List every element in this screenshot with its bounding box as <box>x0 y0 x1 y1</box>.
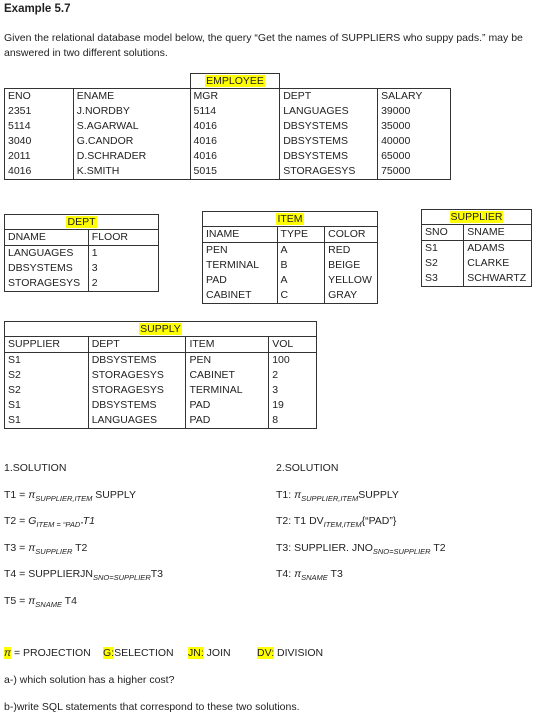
text-fragment: T2 <box>72 542 88 554</box>
text-fragment: JN: <box>188 647 204 659</box>
text-fragment: T4 <box>61 595 77 607</box>
table-cell: 40000 <box>378 134 451 149</box>
solution1-step-t3 <box>4 541 87 559</box>
table-cell: 5114 <box>190 104 280 119</box>
header-cell: ENO <box>5 89 74 105</box>
table-cell: 4016 <box>190 149 280 164</box>
text-fragment: T1 = <box>4 489 29 501</box>
table-cell: PAD <box>186 398 269 413</box>
legend-projection <box>4 647 91 659</box>
table-row <box>5 353 317 369</box>
text-fragment: T3 <box>327 568 343 580</box>
table-cell: LANGUAGES <box>88 413 186 429</box>
table-cell: DBSYSTEMS <box>88 353 186 369</box>
table-cell: 39000 <box>378 104 451 119</box>
table-row <box>5 413 317 429</box>
table-cell: BEIGE <box>325 258 378 273</box>
table-cell: S2 <box>5 383 89 398</box>
table-cell: DEPT <box>88 337 186 353</box>
text-fragment: ITEM,ITEM <box>323 520 362 529</box>
dept-caption <box>4 214 159 229</box>
table-cell: VOL <box>269 337 317 353</box>
employee-header-row <box>5 89 451 105</box>
text-fragment: SUPPLY <box>92 489 136 501</box>
text-fragment: π <box>294 489 302 501</box>
table-cell: STORAGESYS <box>88 368 186 383</box>
table-cell: 4016 <box>190 134 280 149</box>
dept-table <box>4 229 159 292</box>
table-row <box>5 383 317 398</box>
table-cell: B <box>277 258 325 273</box>
table-cell: S1 <box>5 398 89 413</box>
table-cell: DBSYSTEMS <box>5 261 89 276</box>
text-fragment: T4 = SUPPLIERJN <box>4 568 93 580</box>
table-row <box>422 271 532 287</box>
text-fragment: ITEM <box>36 520 55 529</box>
table-cell: PEN <box>186 353 269 369</box>
table-cell: PAD <box>203 273 278 288</box>
text-fragment: SNO=SUPPLIER <box>93 573 151 582</box>
table-cell: 4016 <box>5 164 74 180</box>
table-cell: J.NORDBY <box>73 104 190 119</box>
solution2-heading: 2.SOLUTION <box>276 462 339 474</box>
table-cell: INAME <box>203 227 278 243</box>
text-fragment: SNAME <box>301 573 328 582</box>
question-b: b-)write SQL statements that correspond to these two solutions. <box>4 701 300 713</box>
text-fragment: G: <box>103 647 115 659</box>
table-row <box>203 243 378 259</box>
solution1-step-t4 <box>4 567 163 585</box>
table-cell: COLOR <box>325 227 378 243</box>
table-cell: LANGUAGES <box>5 246 89 262</box>
solution1-step-t2 <box>4 514 95 532</box>
table-cell: 2 <box>269 368 317 383</box>
supplier-header-row <box>422 225 532 241</box>
example-title: Example 5.7 <box>4 3 71 15</box>
table-cell: STORAGESYS <box>5 276 89 292</box>
table-row <box>5 261 159 276</box>
table-cell: DBSYSTEMS <box>280 134 378 149</box>
table-cell: S1 <box>5 353 89 369</box>
table-row <box>5 119 451 134</box>
text-fragment: T1 <box>82 515 96 527</box>
text-fragment: π <box>294 568 302 580</box>
table-cell: TERMINAL <box>186 383 269 398</box>
supplier-table <box>421 224 532 287</box>
table-cell: DBSYSTEMS <box>280 149 378 164</box>
text-fragment: π <box>28 489 36 501</box>
table-cell: C <box>277 288 325 304</box>
text-fragment: JOIN <box>203 647 231 659</box>
question-a: a-) which solution has a higher cost? <box>4 674 175 686</box>
table-cell: PAD <box>186 413 269 429</box>
table-cell: DBSYSTEMS <box>280 119 378 134</box>
table-cell: GRAY <box>325 288 378 304</box>
table-cell: DNAME <box>5 230 89 246</box>
text-fragment: T5 = <box>4 595 29 607</box>
table-cell: YELLOW <box>325 273 378 288</box>
text-fragment: π <box>28 595 36 607</box>
table-cell: S3 <box>422 271 464 287</box>
item-caption <box>202 211 378 226</box>
table-row <box>422 256 532 271</box>
solution2-step-t3 <box>276 541 446 559</box>
table-row <box>203 273 378 288</box>
table-cell: 5114 <box>5 119 74 134</box>
table-cell: PEN <box>203 243 278 259</box>
table-cell: S1 <box>422 241 464 257</box>
supply-header-row <box>5 337 317 353</box>
table-cell: 3040 <box>5 134 74 149</box>
employee-caption <box>190 73 280 88</box>
table-cell: A <box>277 243 325 259</box>
text-fragment: = PROJECTION <box>13 647 91 659</box>
table-cell: 65000 <box>378 149 451 164</box>
table-row <box>5 398 317 413</box>
text-fragment: DEPT <box>67 216 96 228</box>
employee-table <box>4 88 451 180</box>
supply-table <box>4 336 317 429</box>
table-cell: K.SMITH <box>73 164 190 180</box>
solution2-step-t4 <box>276 567 343 585</box>
legend-division <box>257 647 323 659</box>
table-cell: 2011 <box>5 149 74 164</box>
table-cell: 75000 <box>378 164 451 180</box>
header-cell: MGR <box>190 89 280 105</box>
table-cell: TYPE <box>277 227 325 243</box>
text-fragment: DIVISION <box>274 647 324 659</box>
intro-paragraph: Given the relational database model below, the query “Get the names of SUPPLIERS who suppy pads.” may be answered in two different solutions. <box>4 32 523 59</box>
table-row <box>422 241 532 257</box>
table-cell: TERMINAL <box>203 258 278 273</box>
table-row <box>5 104 451 119</box>
supply-caption <box>4 321 317 336</box>
text-fragment: DV: <box>257 647 275 659</box>
table-cell: SNAME <box>464 225 532 241</box>
solution1-step-t5 <box>4 594 77 612</box>
table-cell: CABINET <box>186 368 269 383</box>
table-row <box>203 258 378 273</box>
table-cell: 35000 <box>378 119 451 134</box>
table-cell: G.CANDOR <box>73 134 190 149</box>
text-fragment: SNO=SUPPLIER <box>372 547 431 556</box>
text-fragment: SUPPLY <box>140 323 181 335</box>
table-row <box>5 276 159 292</box>
header-cell: ENAME <box>73 89 190 105</box>
table-cell: 1 <box>88 246 158 262</box>
legend-selection <box>103 647 174 659</box>
text-fragment: T2 <box>430 542 446 554</box>
table-row <box>5 134 451 149</box>
solution2-step-t2 <box>276 514 396 532</box>
table-cell: ITEM <box>186 337 269 353</box>
table-cell: STORAGESYS <box>280 164 378 180</box>
table-row <box>5 149 451 164</box>
table-cell: LANGUAGES <box>280 104 378 119</box>
table-cell: ADAMS <box>464 241 532 257</box>
table-cell: 3 <box>269 383 317 398</box>
table-cell: 100 <box>269 353 317 369</box>
text-fragment: ITEM <box>277 213 303 225</box>
table-cell: 2 <box>88 276 158 292</box>
solution2-step-t1 <box>276 488 399 506</box>
table-row <box>203 288 378 304</box>
text-fragment: T4: <box>276 568 295 580</box>
table-cell: S1 <box>5 413 89 429</box>
text-fragment: SUPPLIER <box>450 211 503 223</box>
table-cell: SUPPLIER <box>5 337 89 353</box>
table-cell: SNO <box>422 225 464 241</box>
table-cell: RED <box>325 243 378 259</box>
solution1-step-t1 <box>4 488 136 506</box>
text-fragment: T2: T1 DV <box>276 515 324 527</box>
table-cell: 19 <box>269 398 317 413</box>
text-fragment: T1: <box>276 489 295 501</box>
table-cell: D.SCHRADER <box>73 149 190 164</box>
supplier-caption <box>421 209 532 224</box>
text-fragment: G <box>28 515 37 527</box>
header-cell: SALARY <box>378 89 451 105</box>
table-row <box>5 164 451 180</box>
table-cell: STORAGESYS <box>88 383 186 398</box>
text-fragment: {“PAD”} <box>361 515 397 527</box>
text-fragment: SELECTION <box>114 647 174 659</box>
table-cell: CLARKE <box>464 256 532 271</box>
table-cell: S2 <box>422 256 464 271</box>
text-fragment: SUPPLY <box>358 489 399 501</box>
table-cell: S.AGARWAL <box>73 119 190 134</box>
table-cell: 8 <box>269 413 317 429</box>
item-table <box>202 226 378 304</box>
solution1-heading: 1.SOLUTION <box>4 462 67 474</box>
text-fragment: EMPLOYEE <box>206 75 264 87</box>
table-cell: SCHWARTZ <box>464 271 532 287</box>
text-fragment: SUPPLIER <box>35 547 73 556</box>
table-cell: DBSYSTEMS <box>88 398 186 413</box>
text-fragment: SUPPLIER,ITEM <box>35 494 93 503</box>
text-fragment: T3 = <box>4 542 29 554</box>
text-fragment: = “PAD” <box>54 520 83 529</box>
text-fragment: π <box>28 542 36 554</box>
text-fragment: T3 <box>150 568 163 580</box>
header-cell: DEPT <box>280 89 378 105</box>
table-cell: A <box>277 273 325 288</box>
text-fragment: SNAME <box>35 600 62 609</box>
table-cell: 4016 <box>190 119 280 134</box>
text-fragment: T3: SUPPLIER. JNO <box>276 542 373 554</box>
table-row <box>5 246 159 262</box>
dept-header-row <box>5 230 159 246</box>
table-cell: 2351 <box>5 104 74 119</box>
table-cell: 3 <box>88 261 158 276</box>
legend-join <box>188 647 231 659</box>
table-cell: 5015 <box>190 164 280 180</box>
pi-symbol: π <box>4 647 12 659</box>
table-cell: FLOOR <box>88 230 158 246</box>
item-header-row <box>203 227 378 243</box>
table-cell: CABINET <box>203 288 278 304</box>
table-cell: S2 <box>5 368 89 383</box>
text-fragment: T2 = <box>4 515 29 527</box>
table-row <box>5 368 317 383</box>
text-fragment: SUPPLIER,ITEM <box>301 494 359 503</box>
